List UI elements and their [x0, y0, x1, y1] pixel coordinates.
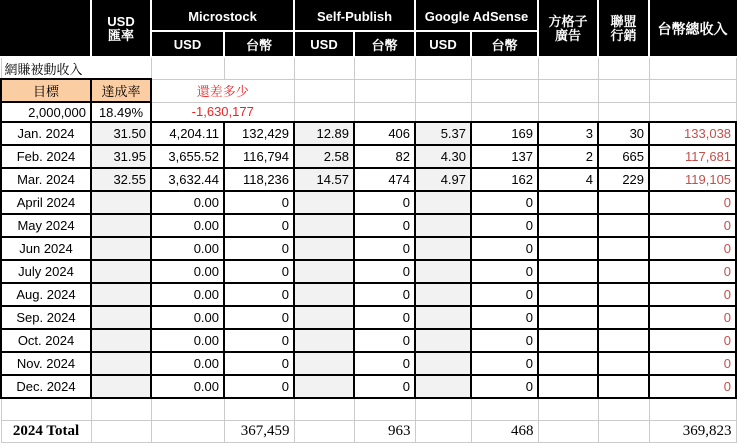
empty-cell[interactable]	[415, 420, 471, 442]
cell-adsense-usd[interactable]	[415, 352, 471, 375]
empty-cell[interactable]	[649, 79, 736, 102]
cell-microstock-usd[interactable]: 3,632.44	[151, 168, 224, 191]
empty-cell[interactable]	[471, 102, 538, 122]
month-column-header[interactable]	[1, 1, 91, 57]
empty-cell[interactable]	[91, 420, 151, 442]
cell-adsense-twd[interactable]: 0	[471, 352, 538, 375]
empty-cell[interactable]	[354, 57, 415, 79]
empty-cell[interactable]	[294, 57, 354, 79]
month-row	[1, 191, 736, 214]
cell-microstock-usd[interactable]: 0.00	[151, 260, 224, 283]
total-microstock-twd[interactable]: 367,459	[224, 420, 294, 442]
cell-self-publish-usd[interactable]	[294, 283, 354, 306]
cell-vocus-ads[interactable]	[538, 352, 598, 375]
total-row-label[interactable]: 2024 Total	[1, 420, 91, 442]
cell-vocus-ads[interactable]: 3	[538, 122, 598, 145]
cell-affiliate[interactable]	[598, 191, 649, 214]
cell-adsense-twd[interactable]: 0	[471, 283, 538, 306]
cell-microstock-twd[interactable]: 0	[224, 306, 294, 329]
empty-cell[interactable]	[294, 420, 354, 442]
empty-cell[interactable]	[354, 398, 415, 420]
empty-cell[interactable]	[354, 102, 415, 122]
cell-self-publish-usd[interactable]	[294, 352, 354, 375]
cell-twd-total[interactable]: 0	[649, 191, 736, 214]
cell-self-publish-usd[interactable]: 12.89	[294, 122, 354, 145]
cell-microstock-usd[interactable]: 0.00	[151, 306, 224, 329]
empty-cell[interactable]	[224, 57, 294, 79]
cell-usd-rate[interactable]: 31.50	[91, 122, 151, 145]
total-grand[interactable]: 369,823	[649, 420, 736, 442]
empty-cell[interactable]	[538, 398, 598, 420]
empty-cell[interactable]	[151, 57, 224, 79]
cell-twd-total[interactable]: 0	[649, 329, 736, 352]
cell-self-publish-twd[interactable]: 0	[354, 375, 415, 398]
cell-vocus-ads[interactable]	[538, 306, 598, 329]
cell-adsense-twd[interactable]: 162	[471, 168, 538, 191]
adsense-group-header[interactable]: Google AdSense	[415, 1, 538, 31]
cell-month[interactable]: Nov. 2024	[1, 352, 91, 375]
cell-self-publish-usd[interactable]	[294, 375, 354, 398]
cell-month[interactable]: Aug. 2024	[1, 283, 91, 306]
cell-self-publish-twd[interactable]: 0	[354, 352, 415, 375]
cell-adsense-twd[interactable]: 0	[471, 237, 538, 260]
cell-usd-rate[interactable]	[91, 283, 151, 306]
empty-cell[interactable]	[415, 79, 471, 102]
self-publish-usd-header[interactable]: USD	[294, 31, 354, 57]
empty-cell[interactable]	[415, 102, 471, 122]
cell-self-publish-twd[interactable]: 0	[354, 260, 415, 283]
cell-usd-rate[interactable]	[91, 260, 151, 283]
cell-affiliate[interactable]	[598, 214, 649, 237]
sheet-title[interactable]: 網賺被動收入	[1, 57, 151, 79]
empty-cell[interactable]	[294, 102, 354, 122]
cell-self-publish-usd[interactable]	[294, 306, 354, 329]
cell-microstock-usd[interactable]: 0.00	[151, 329, 224, 352]
cell-usd-rate[interactable]: 32.55	[91, 168, 151, 191]
cell-microstock-twd[interactable]: 0	[224, 329, 294, 352]
usd-rate-line2: 匯率	[107, 28, 134, 43]
month-row	[1, 306, 736, 329]
cell-twd-total[interactable]: 0	[649, 214, 736, 237]
month-row	[1, 375, 736, 398]
rate-value-cell[interactable]: 18.49%	[91, 102, 151, 122]
vocus-line2: 廣告	[555, 28, 582, 43]
cell-adsense-twd[interactable]: 0	[471, 214, 538, 237]
cell-microstock-twd[interactable]: 0	[224, 214, 294, 237]
empty-cell[interactable]	[151, 398, 224, 420]
empty-cell[interactable]	[151, 420, 224, 442]
cell-microstock-usd[interactable]: 0.00	[151, 283, 224, 306]
cell-adsense-twd[interactable]: 0	[471, 306, 538, 329]
vocus-line1: 方格子	[548, 14, 588, 29]
cell-adsense-usd[interactable]: 5.37	[415, 122, 471, 145]
cell-affiliate[interactable]	[598, 283, 649, 306]
affiliate-line2: 行銷	[610, 28, 637, 43]
empty-cell[interactable]	[598, 57, 649, 79]
cell-vocus-ads[interactable]: 2	[538, 145, 598, 168]
cell-microstock-usd[interactable]: 0.00	[151, 214, 224, 237]
cell-adsense-usd[interactable]	[415, 214, 471, 237]
cell-self-publish-twd[interactable]: 0	[354, 306, 415, 329]
cell-self-publish-twd[interactable]: 0	[354, 214, 415, 237]
empty-cell[interactable]	[598, 398, 649, 420]
empty-cell[interactable]	[1, 398, 91, 420]
cell-microstock-twd[interactable]: 118,236	[224, 168, 294, 191]
cell-twd-total[interactable]: 119,105	[649, 168, 736, 191]
cell-twd-total[interactable]: 0	[649, 306, 736, 329]
cell-affiliate[interactable]	[598, 237, 649, 260]
cell-affiliate[interactable]	[598, 329, 649, 352]
empty-cell[interactable]	[649, 57, 736, 79]
cell-self-publish-usd[interactable]	[294, 214, 354, 237]
microstock-group-header[interactable]: Microstock	[151, 1, 294, 31]
cell-microstock-twd[interactable]: 0	[224, 237, 294, 260]
cell-self-publish-usd[interactable]	[294, 260, 354, 283]
cell-vocus-ads[interactable]	[538, 214, 598, 237]
cell-self-publish-twd[interactable]: 82	[354, 145, 415, 168]
month-row	[1, 260, 736, 283]
month-row	[1, 214, 736, 237]
goal-value-cell[interactable]: 2,000,000	[1, 102, 91, 122]
cell-adsense-twd[interactable]: 0	[471, 191, 538, 214]
cell-month[interactable]: Dec. 2024	[1, 375, 91, 398]
empty-cell[interactable]	[538, 79, 598, 102]
cell-adsense-usd[interactable]	[415, 283, 471, 306]
cell-usd-rate[interactable]	[91, 375, 151, 398]
cell-vocus-ads[interactable]	[538, 191, 598, 214]
cell-twd-total[interactable]: 0	[649, 375, 736, 398]
cell-self-publish-twd[interactable]: 0	[354, 237, 415, 260]
cell-twd-total[interactable]: 0	[649, 260, 736, 283]
cell-adsense-twd[interactable]: 137	[471, 145, 538, 168]
cell-self-publish-twd[interactable]: 0	[354, 329, 415, 352]
cell-month[interactable]: May 2024	[1, 214, 91, 237]
affiliate-header[interactable]	[598, 1, 649, 57]
empty-cell[interactable]	[294, 79, 354, 102]
cell-usd-rate[interactable]	[91, 306, 151, 329]
cell-vocus-ads[interactable]	[538, 283, 598, 306]
cell-month[interactable]: Jun 2024	[1, 237, 91, 260]
cell-adsense-twd[interactable]: 0	[471, 260, 538, 283]
cell-microstock-usd[interactable]: 0.00	[151, 352, 224, 375]
table-body	[1, 122, 736, 398]
cell-twd-total[interactable]: 0	[649, 237, 736, 260]
month-row	[1, 329, 736, 352]
cell-affiliate[interactable]: 229	[598, 168, 649, 191]
cell-month[interactable]: Mar. 2024	[1, 168, 91, 191]
cell-month[interactable]: Feb. 2024	[1, 145, 91, 168]
adsense-usd-header[interactable]: USD	[415, 31, 471, 57]
cell-month[interactable]: Oct. 2024	[1, 329, 91, 352]
gap-value-cell[interactable]: -1,630,177	[151, 102, 294, 122]
cell-microstock-twd[interactable]: 116,794	[224, 145, 294, 168]
cell-self-publish-usd[interactable]	[294, 329, 354, 352]
cell-adsense-twd[interactable]: 0	[471, 375, 538, 398]
cell-affiliate[interactable]	[598, 306, 649, 329]
cell-vocus-ads[interactable]	[538, 329, 598, 352]
cell-microstock-twd[interactable]: 0	[224, 283, 294, 306]
cell-affiliate[interactable]	[598, 352, 649, 375]
empty-cell[interactable]	[415, 398, 471, 420]
twd-total-header[interactable]: 台幣總收入	[649, 1, 736, 57]
month-row	[1, 122, 736, 145]
cell-microstock-twd[interactable]: 0	[224, 191, 294, 214]
cell-twd-total[interactable]: 0	[649, 352, 736, 375]
adsense-twd-header[interactable]: 台幣	[471, 31, 538, 57]
self-publish-group-header[interactable]: Self-Publish	[294, 1, 415, 31]
cell-adsense-usd[interactable]: 4.30	[415, 145, 471, 168]
cell-vocus-ads[interactable]	[538, 237, 598, 260]
cell-self-publish-usd[interactable]: 14.57	[294, 168, 354, 191]
cell-adsense-usd[interactable]	[415, 306, 471, 329]
cell-vocus-ads[interactable]	[538, 375, 598, 398]
cell-usd-rate[interactable]	[91, 329, 151, 352]
cell-usd-rate[interactable]: 31.95	[91, 145, 151, 168]
cell-microstock-twd[interactable]: 132,429	[224, 122, 294, 145]
empty-cell[interactable]	[538, 102, 598, 122]
cell-usd-rate[interactable]	[91, 237, 151, 260]
cell-affiliate[interactable]	[598, 260, 649, 283]
empty-cell[interactable]	[649, 398, 736, 420]
usd-rate-header[interactable]	[91, 1, 151, 57]
cell-self-publish-usd[interactable]	[294, 191, 354, 214]
cell-adsense-usd[interactable]	[415, 375, 471, 398]
cell-twd-total[interactable]: 117,681	[649, 145, 736, 168]
month-row	[1, 283, 736, 306]
month-row	[1, 145, 736, 168]
cell-adsense-twd[interactable]: 0	[471, 329, 538, 352]
cell-twd-total[interactable]: 133,038	[649, 122, 736, 145]
cell-usd-rate[interactable]	[91, 214, 151, 237]
cell-microstock-usd[interactable]: 3,655.52	[151, 145, 224, 168]
cell-self-publish-twd[interactable]: 0	[354, 191, 415, 214]
cell-microstock-usd[interactable]: 4,204.11	[151, 122, 224, 145]
empty-cell[interactable]	[224, 398, 294, 420]
cell-affiliate[interactable]: 665	[598, 145, 649, 168]
cell-adsense-usd[interactable]: 4.97	[415, 168, 471, 191]
empty-cell[interactable]	[649, 102, 736, 122]
empty-cell[interactable]	[598, 79, 649, 102]
rate-label-cell[interactable]: 達成率	[91, 79, 151, 102]
total-adsense-twd[interactable]: 468	[471, 420, 538, 442]
month-row	[1, 168, 736, 191]
empty-cell[interactable]	[538, 420, 598, 442]
month-row	[1, 352, 736, 375]
empty-cell[interactable]	[598, 102, 649, 122]
cell-adsense-usd[interactable]	[415, 191, 471, 214]
cell-adsense-usd[interactable]	[415, 329, 471, 352]
cell-vocus-ads[interactable]: 4	[538, 168, 598, 191]
empty-cell[interactable]	[471, 398, 538, 420]
empty-cell[interactable]	[294, 398, 354, 420]
cell-microstock-usd[interactable]: 0.00	[151, 375, 224, 398]
cell-microstock-twd[interactable]: 0	[224, 352, 294, 375]
cell-month[interactable]: Sep. 2024	[1, 306, 91, 329]
cell-self-publish-usd[interactable]: 2.58	[294, 145, 354, 168]
empty-cell[interactable]	[471, 79, 538, 102]
cell-adsense-usd[interactable]	[415, 260, 471, 283]
empty-cell[interactable]	[538, 57, 598, 79]
affiliate-line1: 聯盟	[610, 14, 637, 29]
cell-self-publish-usd[interactable]	[294, 237, 354, 260]
cell-microstock-twd[interactable]: 0	[224, 260, 294, 283]
vocus-ads-header[interactable]	[538, 1, 598, 57]
microstock-usd-header[interactable]: USD	[151, 31, 224, 57]
cell-adsense-twd[interactable]: 169	[471, 122, 538, 145]
cell-microstock-usd[interactable]: 0.00	[151, 237, 224, 260]
cell-microstock-twd[interactable]: 0	[224, 375, 294, 398]
microstock-twd-header[interactable]: 台幣	[224, 31, 294, 57]
empty-cell[interactable]	[91, 398, 151, 420]
cell-usd-rate[interactable]	[91, 352, 151, 375]
cell-month[interactable]: July 2024	[1, 260, 91, 283]
empty-cell[interactable]	[471, 57, 538, 79]
cell-microstock-usd[interactable]: 0.00	[151, 191, 224, 214]
cell-self-publish-twd[interactable]: 474	[354, 168, 415, 191]
cell-month[interactable]: Jan. 2024	[1, 122, 91, 145]
cell-affiliate[interactable]: 30	[598, 122, 649, 145]
month-row	[1, 237, 736, 260]
total-self-publish-twd[interactable]: 963	[354, 420, 415, 442]
self-publish-twd-header[interactable]: 台幣	[354, 31, 415, 57]
usd-rate-line1: USD	[107, 14, 135, 29]
cell-usd-rate[interactable]	[91, 191, 151, 214]
cell-affiliate[interactable]	[598, 375, 649, 398]
cell-vocus-ads[interactable]	[538, 260, 598, 283]
empty-cell[interactable]	[598, 420, 649, 442]
cell-self-publish-twd[interactable]: 406	[354, 122, 415, 145]
gap-label-cell[interactable]: 還差多少	[151, 79, 294, 102]
cell-twd-total[interactable]: 0	[649, 283, 736, 306]
empty-cell[interactable]	[415, 57, 471, 79]
goal-label-cell[interactable]: 目標	[1, 79, 91, 102]
cell-adsense-usd[interactable]	[415, 237, 471, 260]
empty-cell[interactable]	[354, 79, 415, 102]
cell-month[interactable]: April 2024	[1, 191, 91, 214]
cell-self-publish-twd[interactable]: 0	[354, 283, 415, 306]
